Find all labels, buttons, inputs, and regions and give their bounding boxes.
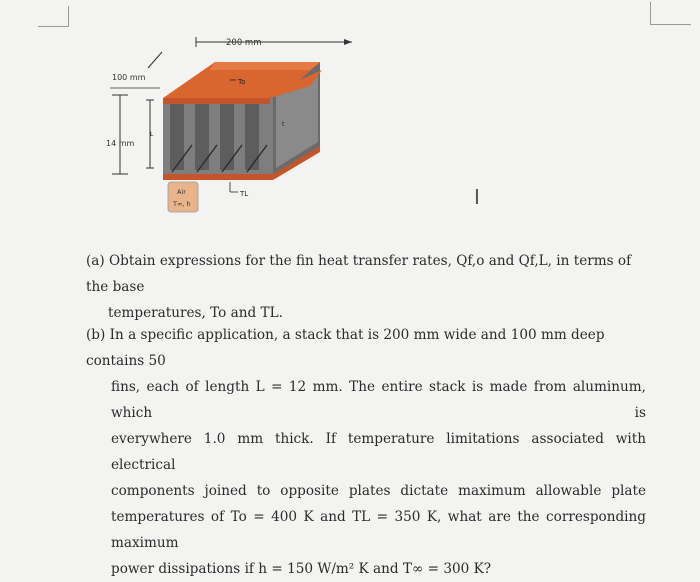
part-b-line-1: (b) In a specific application, a stack that is 200 mm wide and 100 mm deep contains 50 (86, 327, 605, 369)
tl-label: TL (240, 190, 249, 198)
part-b-line-3: everywhere 1.0 mm thick. If temperature limitations associated with electrical (111, 431, 646, 473)
depth-label: 100 mm (112, 73, 146, 82)
air-label-box (168, 182, 198, 212)
dimension-height (106, 95, 154, 174)
part-b-line-2: fins, each of length L = 12 mm. The entire stack is made from aluminum, which is (111, 379, 646, 421)
height-label: 14 mm (106, 139, 135, 148)
part-a-text (86, 248, 656, 326)
part-a-line-1: (a) Obtain expressions for the fin heat transfer rates, Qf,o and Qf,L, in terms of the base (86, 253, 632, 295)
text-cursor-icon: I (474, 185, 480, 209)
dimension-width (196, 37, 352, 48)
part-b-line-6: power dissipations if h = 150 W/m² K and T∞ = 300 K? (111, 561, 492, 577)
fin-stack-figure (0, 0, 700, 240)
to-label: To (238, 78, 246, 86)
air-label: Air (177, 188, 186, 196)
part-a-line-2: temperatures, To and TL. (108, 305, 283, 321)
thickness-label: t (282, 121, 285, 128)
fin-length-label: L (150, 131, 154, 138)
part-b-line-5: temperatures of To = 400 K and TL = 350 K, what are the corresponding maximum (111, 509, 646, 551)
part-b-text (86, 322, 646, 582)
fin-stack (150, 62, 322, 198)
air-props-label: T∞, h (173, 200, 191, 208)
part-b-line-4: components joined to opposite plates dictate maximum allowable plate (111, 483, 646, 499)
width-label: 200 mm (226, 38, 262, 48)
dimension-depth (110, 52, 162, 88)
